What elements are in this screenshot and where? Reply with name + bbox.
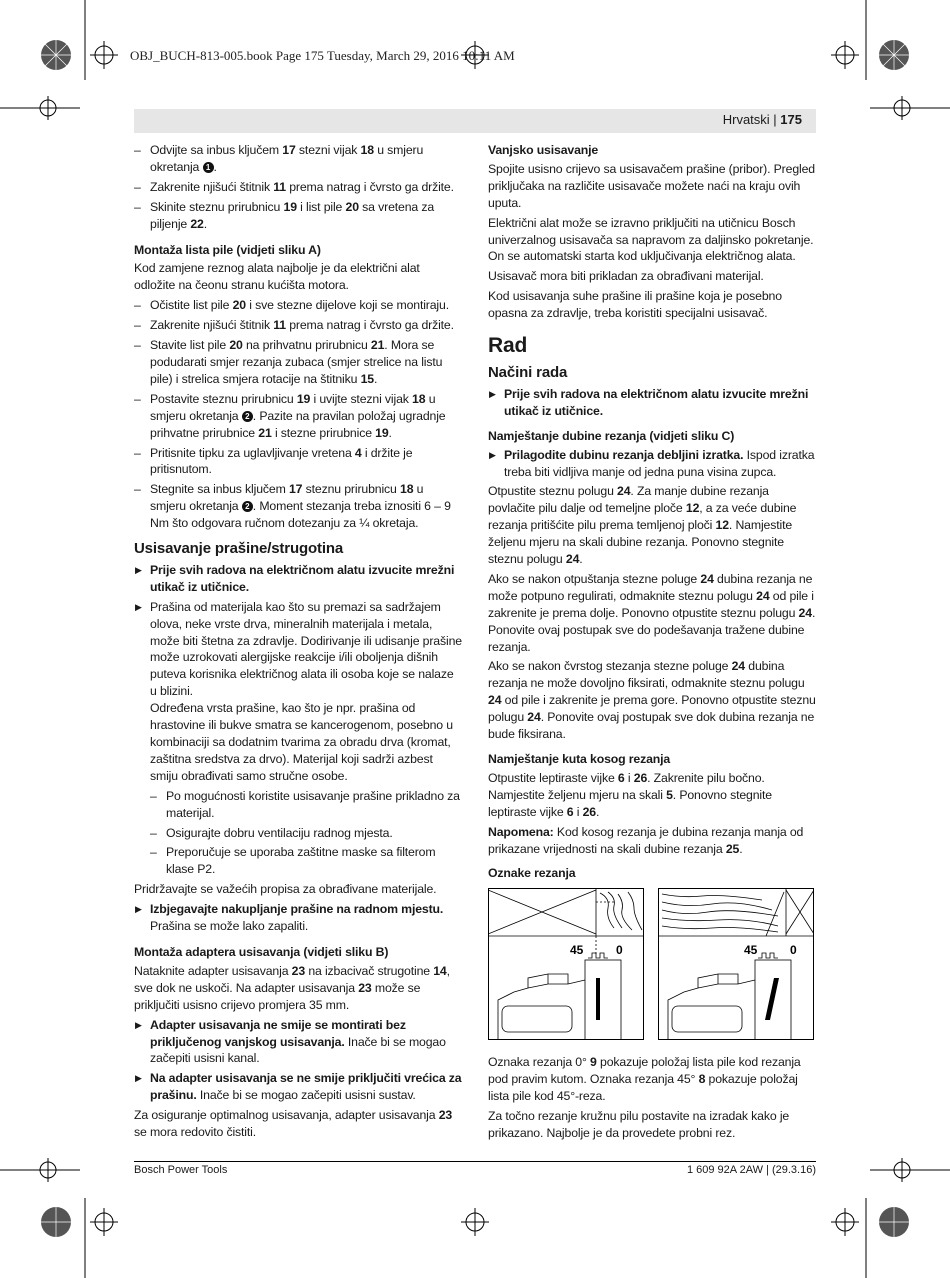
paragraph: Napomena: Kod kosog rezanja je dubina rezanja manja od prikazane vrijednosti na skali dubine rezanja 25.	[488, 824, 804, 856]
section-heading: Montaža adaptera usisavanja (vidjeti sliku B)	[134, 944, 389, 959]
footer-rule	[134, 1161, 816, 1162]
paragraph: Ako se nakon otpuštanja stezne poluge 24 dubina rezanja ne može potpuno regulirati, odmaknite steznu polugu 24 od pile i zakrenite je prema dolje. Ponovno otpustite steznu polugu 24. Ponovite ovaj postupak sve do podešavanja tražene dubine rezanja.	[488, 571, 816, 654]
footer-doc-number: 1 609 92A 2AW | (29.3.16)	[686, 1164, 816, 1176]
list-item: – Zakrenite njišući štitnik 11 prema natrag i čvrsto ga držite.	[134, 179, 462, 196]
list-item: – Zakrenite njišući štitnik 11 prema natrag i čvrsto ga držite.	[134, 317, 462, 334]
section-heading: Namještanje kuta kosog rezanja	[488, 752, 671, 766]
paragraph: Ako se nakon čvrstog stezanja stezne poluge 24 dubina rezanja ne može dovoljno fiksirati, odmaknite steznu polugu 24 od pile i zakrenite je prema gore. Ponovno otpustite steznu polugu 24. Ponovite ovaj postupak sve dok dubina rezanja ne bude fiksirana.	[488, 659, 816, 742]
warning-item: ▶ Adapter usisavanja ne smije se montirati bez priključenog vanjskog usisavanja. Inače bi se mogao začepiti usisni kanal.	[134, 1017, 462, 1068]
warning-item: ▶ Prije svih radova na električnom alatu izvucite mrežni utikač iz utičnice.	[488, 386, 816, 420]
section-heading: Montaža lista pile (vidjeti sliku A)	[134, 242, 321, 257]
warning-item: ▶ Prije svih radova na električnom alatu izvucite mrežni utikač iz utičnice.	[134, 562, 462, 596]
header-language: Hrvatski	[722, 112, 770, 127]
list-item: – Osigurajte dobru ventilaciju radnog mjesta.	[134, 825, 462, 842]
warning-item: ▶ Prašina od materijala kao što su premazi sa sadržajem olova, neke vrste drva, mineralnih materijala i metala, može biti štetna za zdravlje. Dodirivanje ili udisanje prašine može uzrokovati alergijske reakcije i/ili oboljenja dišnih puteva korisnika električnog alata ili osoba koje se nalaze u blizini. Određena vrsta prašine, kao što je npr. prašina od hrastovine ili bukve smatra se kancerogenom, posebno u kombinaciji sa dodatnim tvarima za obradu drva (kromat, zaštitna sredstva za drvo). Materijal koji sadrži azbest smiju obrađivati samo stručne osobe.	[134, 599, 462, 785]
paragraph: Spojite usisno crijevo sa usisavačem prašine (pribor). Pregled priključaka na različite usisavače možete naći na kraju ovih uputa.	[488, 161, 815, 210]
chapter-heading: Rad	[488, 334, 528, 358]
page-header: Hrvatski | 175	[722, 112, 802, 127]
step-number-icon: 1	[203, 162, 214, 173]
paragraph: Pridržavajte se važećih propisa za obrađivane materijale.	[134, 882, 437, 897]
right-column-bottom	[488, 1054, 816, 1145]
paragraph: Otpustite steznu polugu 24. Za manje dubine rezanja povlačite pilu dalje od temeljne ploče 12, a za veće dubine rezanja pritišćite pilu prema temljenoj ploči 12. Namjestite željenu mjeru na skali dubine rezanja. Ponovno stegnite steznu polugu 24.	[488, 484, 797, 567]
list-item: – Očistite list pile 20 i sve stezne dijelove koji se montiraju.	[134, 297, 462, 314]
paragraph: Kod zamjene reznog alata najbolje je da električni alat odložite na čeonu stranu kućišta motora.	[134, 261, 420, 293]
cut-mark-figure-45-degrees	[658, 888, 814, 1040]
paragraph: Kod usisavanja suhe prašine ili prašine koja je posebno opasna za zdravlje, treba koristiti specijalni usisavač.	[488, 289, 782, 321]
section-heading: Usisavanje prašine/strugotina	[134, 540, 344, 558]
step-number-icon: 2	[242, 411, 253, 422]
section-heading: Načini rada	[488, 363, 568, 381]
section-heading: Oznake rezanja	[488, 866, 576, 881]
list-item: – Postavite steznu prirubnicu 19 i uvijte stezni vijak 18 u smjeru okretanja 2 . Pazite na pravilan položaj ugradnje prihvatne prirubnice 21 i stezne prirubnice 19.	[134, 391, 462, 442]
header-band	[134, 109, 816, 133]
list-item: – Preporučuje se uporaba zaštitne maske sa filterom klase P2.	[134, 844, 462, 878]
cut-mark-figure-0-degrees	[488, 888, 644, 1040]
saw-diagram-graphic	[488, 888, 644, 1040]
paragraph: Nataknite adapter usisavanja 23 na izbacivač strugotine 14, sve dok ne uskoči. Na adapter usisavanja 23 može se priključiti usisno crijevo promjera 35 mm.	[134, 963, 450, 1012]
angle-label-0: 0	[790, 943, 797, 957]
paragraph: Za točno rezanje kružnu pilu postavite na izradak kako je prikazano. Najbolje je da provedete probni rez.	[488, 1108, 790, 1140]
step-number-icon: 2	[242, 501, 253, 512]
section-heading: Namještanje dubine rezanja (vidjeti sliku C)	[488, 428, 735, 443]
list-item: – Odvijte sa inbus ključem 17 stezni vijak 18 u smjeru okretanja 1 .	[134, 142, 462, 176]
warning-item: ▶ Na adapter usisavanja se ne smije priključiti vrećica za prašinu. Inače bi se mogao začepiti usisni sustav.	[134, 1070, 462, 1104]
angle-label-45: 45	[570, 943, 584, 957]
footer-brand: Bosch Power Tools	[134, 1164, 228, 1176]
angle-label-45: 45	[744, 943, 758, 957]
right-column	[488, 142, 816, 884]
section-heading: Vanjsko usisavanje	[488, 143, 599, 157]
list-item: – Pritisnite tipku za uglavljivanje vretena 4 i držite je pritisnutom.	[134, 445, 462, 479]
angle-label-0: 0	[616, 943, 623, 957]
paragraph: Usisavač mora biti prikladan za obrađivani materijal.	[488, 269, 764, 284]
paragraph: Otpustite leptiraste vijke 6 i 26. Zakrenite pilu bočno. Namjestite željenu mjeru na skali 5. Ponovno stegnite leptiraste vijke 6 i 26.	[488, 770, 772, 819]
warning-item: ▶ Prilagodite dubinu rezanja debljini izratka. Ispod izratka treba biti vidljiva manje od jedna puna visina zupca.	[488, 447, 816, 481]
list-item: – Stavite list pile 20 na prihvatnu prirubnicu 21. Mora se podudarati smjer rezanja zubaca (smjer strelice na listu pile) i strelica smjera rotacije na štitniku 15.	[134, 337, 462, 388]
list-item: – Skinite steznu prirubnicu 19 i list pile 20 sa vretena za piljenje 22.	[134, 199, 462, 233]
list-item: – Po mogućnosti koristite usisavanje prašine prikladno za materijal.	[134, 788, 462, 822]
print-info: OBJ_BUCH-813-005.book Page 175 Tuesday, March 29, 2016 10:11 AM	[130, 48, 515, 63]
paragraph: Oznaka rezanja 0° 9 pokazuje položaj lista pile kod rezanja pod pravim kutom. Oznaka rezanja 45° 8 pokazuje položaj lista pile kod 45°-reza.	[488, 1055, 801, 1103]
warning-item: ▶ Izbjegavajte nakupljanje prašine na radnom mjestu. Prašina se može lako zapaliti.	[134, 901, 462, 935]
paragraph: Za osiguranje optimalnog usisavanja, adapter usisavanja 23 se mora redovito čistiti.	[134, 1108, 453, 1140]
saw-diagram-graphic	[658, 888, 814, 1040]
paragraph: Električni alat može se izravno priključiti na utičnicu Bosch univerzalnog usisavača sa napravom za daljinsko pokretanje. On se automatski starta kod uključivanja električnog alata.	[488, 215, 814, 264]
left-column	[134, 142, 462, 1144]
list-item: – Stegnite sa inbus ključem 17 steznu prirubnicu 18 u smjeru okretanja 2 . Moment stezanja treba iznositi 6 – 9 Nm što odgovara ručnom dotezanju za ¼ okretaja.	[134, 481, 462, 532]
page-number: 175	[780, 112, 802, 127]
